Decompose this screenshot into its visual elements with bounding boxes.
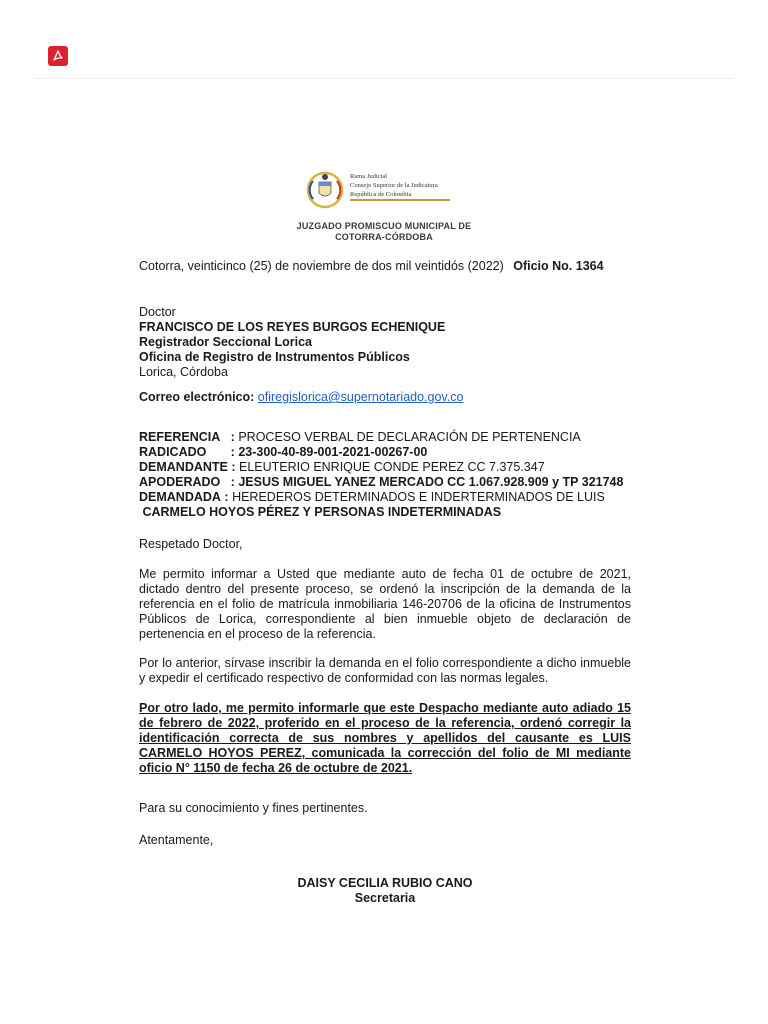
signer-title: Secretaria [354, 891, 416, 905]
recipient-city: Lorica, Córdoba [139, 365, 228, 379]
reference-row [139, 460, 631, 475]
ref-sep: : [220, 475, 239, 489]
sign-off: Atentamente, [139, 833, 214, 847]
toolbar-divider [34, 78, 734, 79]
signature-block [240, 876, 530, 906]
body-paragraph-2: Por lo anterior, sírvase inscribir la demanda en el folio correspondiente a dicho inmueble y expedir el certificado respectivo de conformidad con las normas legales. [139, 656, 631, 685]
reference-row [139, 475, 631, 490]
addressee-block [139, 305, 631, 380]
date-line [139, 259, 631, 274]
reference-block [139, 430, 631, 520]
signer-name: DAISY CECILIA RUBIO CANO [297, 876, 473, 890]
greeting: Respetado Doctor, [139, 537, 243, 551]
ref-value: 23-300-40-89-001-2021-00267-00 [238, 445, 428, 459]
ref-sep: : [220, 490, 233, 504]
logo-line: República de Colombia [350, 191, 412, 198]
email-line [139, 390, 631, 405]
salutation-title: Doctor [139, 305, 176, 319]
ref-key: REFERENCIA [139, 430, 221, 444]
body-paragraph-3: Por otro lado, me permito informarle que este Despacho mediante auto adiado 15 de febrero de 2022, proferido en el proceso de la referencia, ordenó corregir la identificación correcta de sus nombres y apellidos del causante es LUIS CARMELO HOYOS PEREZ, comunicada la corrección del folio de MI mediante oficio N° 1150 de fecha 26 de octubre de 2021. [139, 701, 631, 775]
ref-key: APODERADO [139, 475, 221, 489]
ref-sep: : [220, 430, 239, 444]
viewer-toolbar [0, 0, 768, 80]
logo-line: Rama Judicial [350, 173, 388, 180]
email-label: Correo electrónico: [139, 390, 255, 404]
court-name-line1: JUZGADO PROMISCUO MUNICIPAL DE [296, 221, 472, 231]
ref-value: ELEUTERIO ENRIQUE CONDE PEREZ CC 7.375.347 [239, 460, 545, 474]
logo-text [350, 172, 438, 199]
oficio-number: Oficio No. 1364 [513, 259, 604, 273]
ref-value: HEREDEROS DETERMINADOS E INDERTERMINADOS DE LUIS [232, 490, 605, 504]
judiciary-logo [300, 167, 480, 215]
body-paragraph-1: Me permito informar a Usted que mediante auto de fecha 01 de octubre de 2021, dictado dentro del presente proceso, se ordenó la inscripción de la demanda de la referencia en el folio de matrícula inmobiliaria 146-20706 de la oficina de Instrumentos Públicos de Lorica, correspondiente al bien inmueble objeto de declaración de pertenencia en el proceso de la referencia. [139, 567, 631, 641]
email-link[interactable]: ofiregislorica@supernotariado.gov.co [257, 390, 464, 404]
ref-key: RADICADO [139, 445, 207, 459]
recipient-role: Registrador Seccional Lorica [139, 335, 312, 349]
ref-sep: : [227, 460, 239, 474]
ref-sep: : [206, 445, 239, 459]
court-name-line2: COTORRA-CÓRDOBA [335, 232, 433, 242]
pdf-glyph-icon [51, 49, 65, 63]
ref-value: PROCESO VERBAL DE DECLARACIÓN DE PERTENENCIA [238, 430, 581, 444]
reference-continuation: CARMELO HOYOS PÉREZ Y PERSONAS INDETERMINADAS [139, 505, 502, 519]
letter-date: Cotorra, veinticinco (25) de noviembre de dos mil veintidós (2022) [139, 259, 504, 273]
court-name [270, 221, 498, 243]
ref-key: DEMANDANTE [139, 460, 228, 474]
logo-underline [350, 199, 450, 201]
pdf-icon[interactable] [48, 46, 68, 66]
ref-value: JESUS MIGUEL YANEZ MERCADO CC 1.067.928.909 y TP 321748 [238, 475, 624, 489]
recipient-name: FRANCISCO DE LOS REYES BURGOS ECHENIQUE [139, 320, 446, 334]
recipient-office: Oficina de Registro de Instrumentos Públicos [139, 350, 410, 364]
reference-row [139, 445, 631, 460]
ref-key: DEMANDADA [139, 490, 221, 504]
coat-of-arms-icon [305, 169, 345, 209]
logo-line: Consejo Superior de la Judicatura [350, 182, 438, 189]
reference-row [139, 490, 631, 505]
closing-line: Para su conocimiento y fines pertinentes. [139, 801, 368, 815]
reference-row [139, 430, 631, 445]
